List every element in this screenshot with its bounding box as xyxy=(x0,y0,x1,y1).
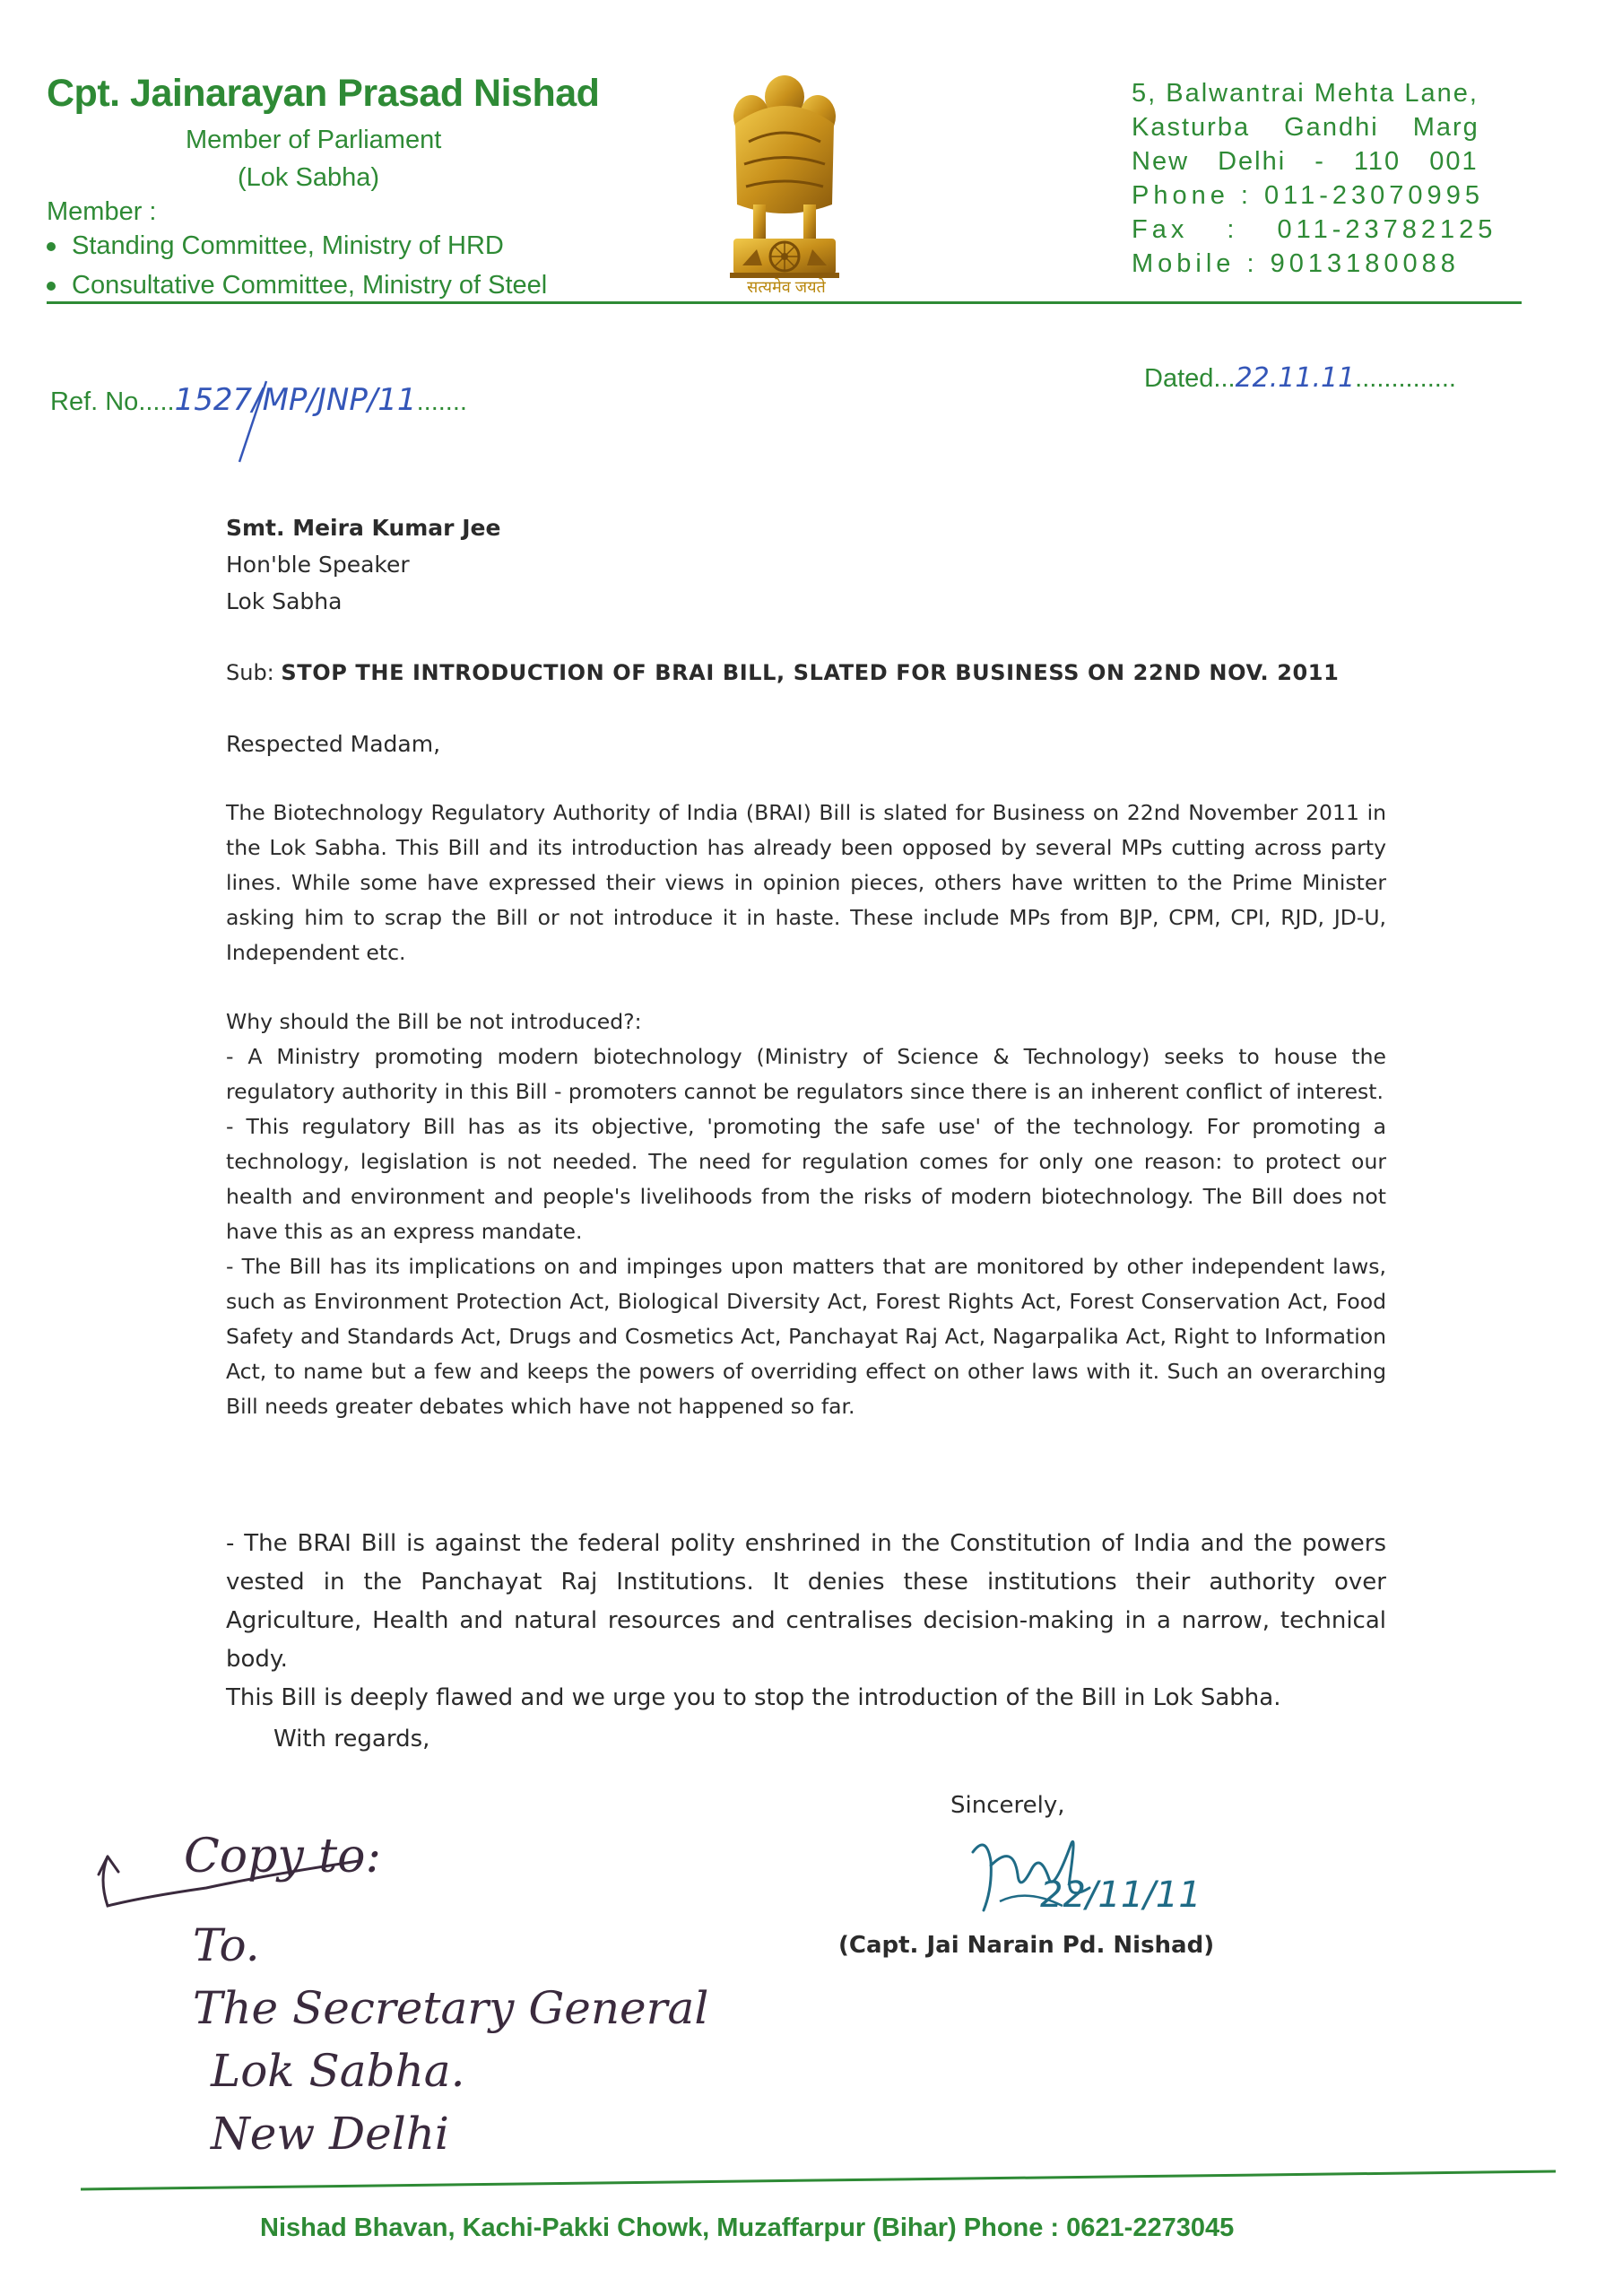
closing-line: This Bill is deeply flawed and we urge you to stop the introduction of the Bill in Lok Sabha. xyxy=(226,1684,1281,1711)
mp-name: Cpt. Jainarayan Prasad Nishad xyxy=(47,72,600,115)
signature-date: 22/11/11 xyxy=(1040,1874,1202,1916)
handwritten-line: Lok Sabha. xyxy=(211,2045,465,2097)
bullet-icon xyxy=(47,242,56,251)
addressee-title: Hon'ble Speaker xyxy=(226,552,410,578)
member-label: Member : xyxy=(47,197,157,226)
reasons-section xyxy=(226,1004,1386,1424)
subject-line: Sub: STOP THE INTRODUCTION OF BRAI BILL, SLATED FOR BUSINESS ON 22ND NOV. 2011 xyxy=(226,660,1340,685)
phone-number: Phone : 011-23070995 xyxy=(1132,181,1484,210)
regards: With regards, xyxy=(273,1726,430,1752)
handwritten-copy-to: Copy to: xyxy=(184,1830,382,1883)
national-emblem-icon xyxy=(717,70,852,303)
committee-item: Standing Committee, Ministry of HRD xyxy=(47,231,504,261)
ref-number: Ref. No.....1527/MP/JNP/11....... xyxy=(50,382,467,418)
mp-designation: Member of Parliament xyxy=(186,126,442,154)
ref-slash-stroke xyxy=(235,377,271,466)
reason-point: - This regulatory Bill has as its objective, 'promoting the safe use' of the technology. For promoting a technology, legislation is not needed. The need for regulation comes for only one reason: to protect our health and environment and people's livelihoods from the risks of modern biotechnology. The Bill does not have this as an express mandate. xyxy=(226,1114,1386,1244)
fax-number: Fax : 011-23782125 xyxy=(1132,215,1497,244)
reason-point: - The Bill has its implications on and impinges upon matters that are monitored by other independent laws, such as Environment Protection Act, Biological Diversity Act, Forest Rights Act, Forest Conservation Act, Food Safety and Standards Act, Drugs and Cosmetics Act, Panchayat Raj Act, Nagarpalika Act, Right to Information Act, to name but a few and keeps the powers of overriding effect on other laws with it. Such an overarching Bill needs greater debates which have not happened so far. xyxy=(226,1254,1386,1419)
bullet-icon xyxy=(47,282,56,291)
reasons-question: Why should the Bill be not introduced?: xyxy=(226,1009,642,1034)
committee-item: Consultative Committee, Ministry of Steel xyxy=(47,271,547,300)
handwritten-line: New Delhi xyxy=(211,2108,449,2160)
header-rule xyxy=(47,301,1522,304)
address-line: Kasturba Gandhi Marg xyxy=(1132,113,1479,142)
address-line: 5, Balwantrai Mehta Lane, xyxy=(1132,79,1479,108)
footer-address: Nishad Bhavan, Kachi-Pakki Chowk, Muzaffarpur (Bihar) Phone : 0621-2273045 xyxy=(260,2213,1235,2242)
date-field: Dated...22.11.11.............. xyxy=(1144,362,1456,394)
reason-point: - The BRAI Bill is against the federal polity enshrined in the Constitution of India and the powers vested in the Panchayat Raj Institutions. It denies these institutions their authority over Agriculture, Health and natural resources and centralises decision-making in a narrow, technical body. xyxy=(226,1530,1386,1673)
reasons-section-2 xyxy=(226,1525,1386,1718)
handwritten-line: The Secretary General xyxy=(193,1982,709,2034)
addressee-name: Smt. Meira Kumar Jee xyxy=(226,515,501,541)
sincerely: Sincerely, xyxy=(950,1792,1065,1819)
reason-point: - A Ministry promoting modern biotechnology (Ministry of Science & Technology) seeks to house the regulatory authority in this Bill - promoters cannot be regulators since there is an inherent conflict of interest. xyxy=(226,1044,1386,1104)
signatory-name: (Capt. Jai Narain Pd. Nishad) xyxy=(838,1932,1215,1959)
mobile-number: Mobile : 9013180088 xyxy=(1132,249,1460,278)
addressee-house: Lok Sabha xyxy=(226,588,343,614)
mp-house: (Lok Sabha) xyxy=(238,163,379,192)
body-paragraph: The Biotechnology Regulatory Authority of India (BRAI) Bill is slated for Business on 22nd November 2011 in the Lok Sabha. This Bill and its introduction has already been opposed by several MPs cutting across party lines. While some have expressed their views in opinion pieces, others have written to the Prime Minister asking him to scrap the Bill or not introduce it in haste. These include MPs from BJP, CPM, CPI, RJD, JD-U, Independent etc. xyxy=(226,800,1386,965)
handwritten-line: To. xyxy=(193,1919,260,1971)
footer-rule xyxy=(81,2167,1556,2194)
emblem-motto: सत्यमेव जयते xyxy=(747,278,826,296)
address-line: New Delhi - 110 001 xyxy=(1132,147,1479,176)
salutation: Respected Madam, xyxy=(226,731,441,757)
